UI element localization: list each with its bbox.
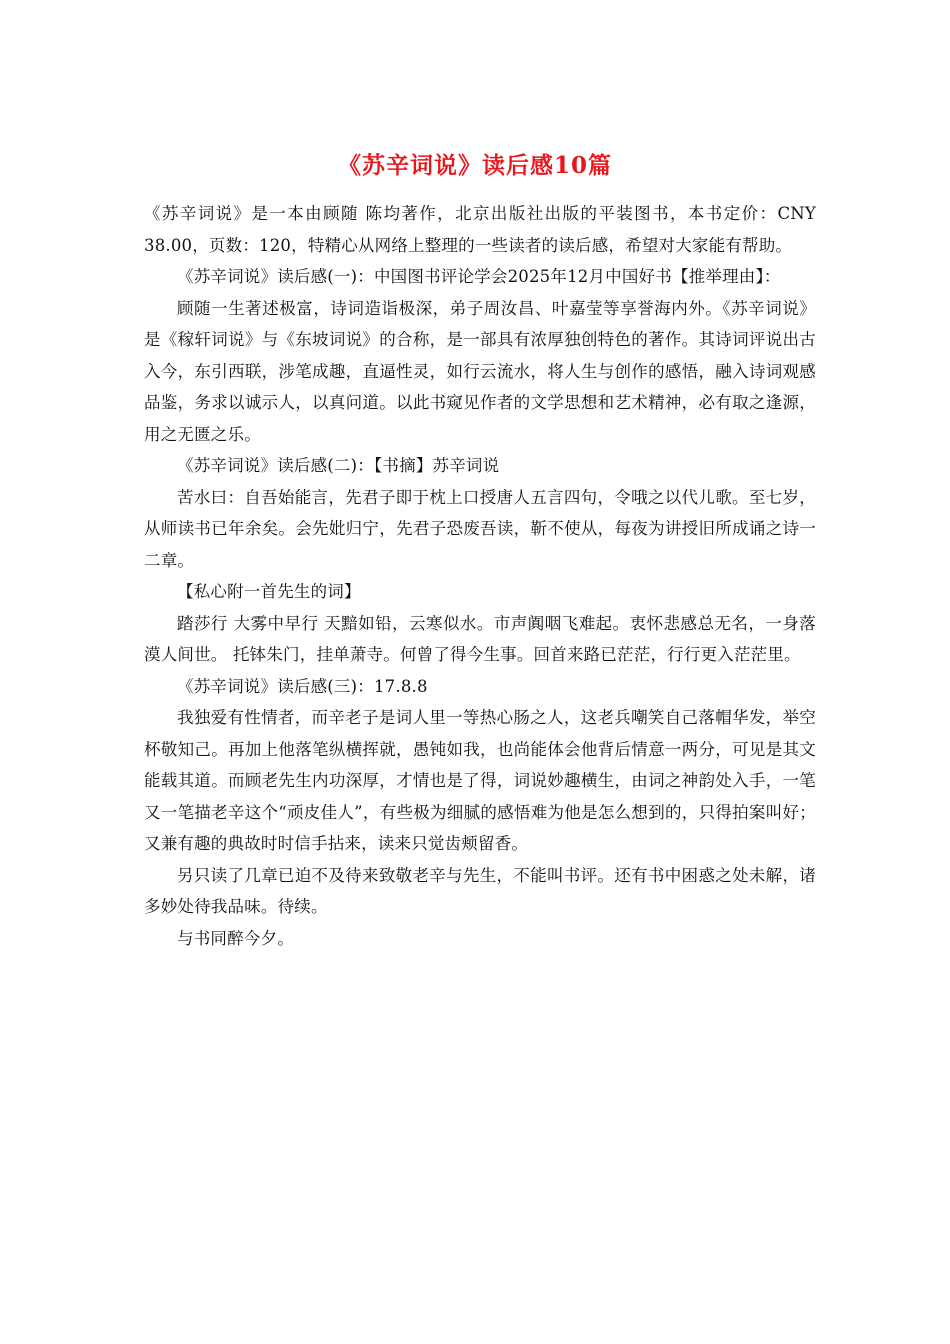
document-body [144,198,816,954]
paragraph-review-2-body: 苦水曰：自吾始能言，先君子即于枕上口授唐人五言四句，令哦之以代儿歌。至七岁，从师读书已年余矣。会先妣归宁，先君子恐废吾读，靳不使从，每夜为讲授旧所成诵之诗一二章。 [144,487,816,570]
paragraph-appended-poem-heading: 【私心附一首先生的词】 [177,582,361,601]
document-title: 《苏辛词说》读后感10篇 [337,152,612,179]
paragraph-review-2-heading: 《苏辛词说》读后感(二)：【书摘】苏辛词说 [177,456,500,475]
paragraph-review-3-note: 另只读了几章已迫不及待来致敬老辛与先生，不能叫书评。还有书中困惑之处未解，诸多妙处待我品味。待续。 [144,865,816,916]
paragraph-review-1-body: 顾随一生著述极富，诗词造诣极深，弟子周汝昌、叶嘉莹等享誉海内外。《苏辛词说》是《稼轩词说》与《东坡词说》的合称，是一部具有浓厚独创特色的著作。其诗词评说出古入今，东引西联，涉笔成趣，直逼性灵，如行云流水，将人生与创作的感悟，融入诗词观感品鉴，务求以诚示人，以真问道。以此书窥见作者的文学思想和艺术精神，必有取之逢源，用之无匮之乐。 [144,298,816,444]
paragraph-appended-poem: 踏莎行 大雾中早行 天黯如铅，云寒似水。市声阗咽飞难起。衷怀悲感总无名，一身落漠人间世。 托钵朱门，挂单萧寺。何曾了得今生事。回首来路已茫茫，行行更入茫茫里。 [144,613,816,664]
paragraph-review-1-heading: 《苏辛词说》读后感(一)：中国图书评论学会2025年12月中国好书【推举理由】： [177,267,781,286]
paragraph-review-3-heading: 《苏辛词说》读后感(三)：17.8.8 [177,676,428,696]
paragraph-review-3-closing: 与书同醉今夕。 [177,928,294,948]
paragraph-intro: 《苏辛词说》是一本由顾随 陈均著作，北京出版社出版的平装图书，本书定价：CNY 38.00，页数：120，特精心从网络上整理的一些读者的读后感，希望对大家能有帮助。 [144,204,816,255]
paragraph-review-3-body: 我独爱有性情者，而辛老子是词人里一等热心肠之人，这老兵嘲笑自己落帽华发，举空杯敬知己。再加上他落笔纵横挥就，愚钝如我，也尚能体会他背后情意一两分，可见是其文能载其道。而顾老先生内功深厚，才情也是了得，词说妙趣横生，由词之神韵处入手，一笔又一笔描老辛这个“顽皮佳人”，有些极为细腻的感悟难为他是怎么想到的，只得拍案叫好；又兼有趣的典故时时信手拈来，读来只觉齿颊留香。 [144,708,816,853]
